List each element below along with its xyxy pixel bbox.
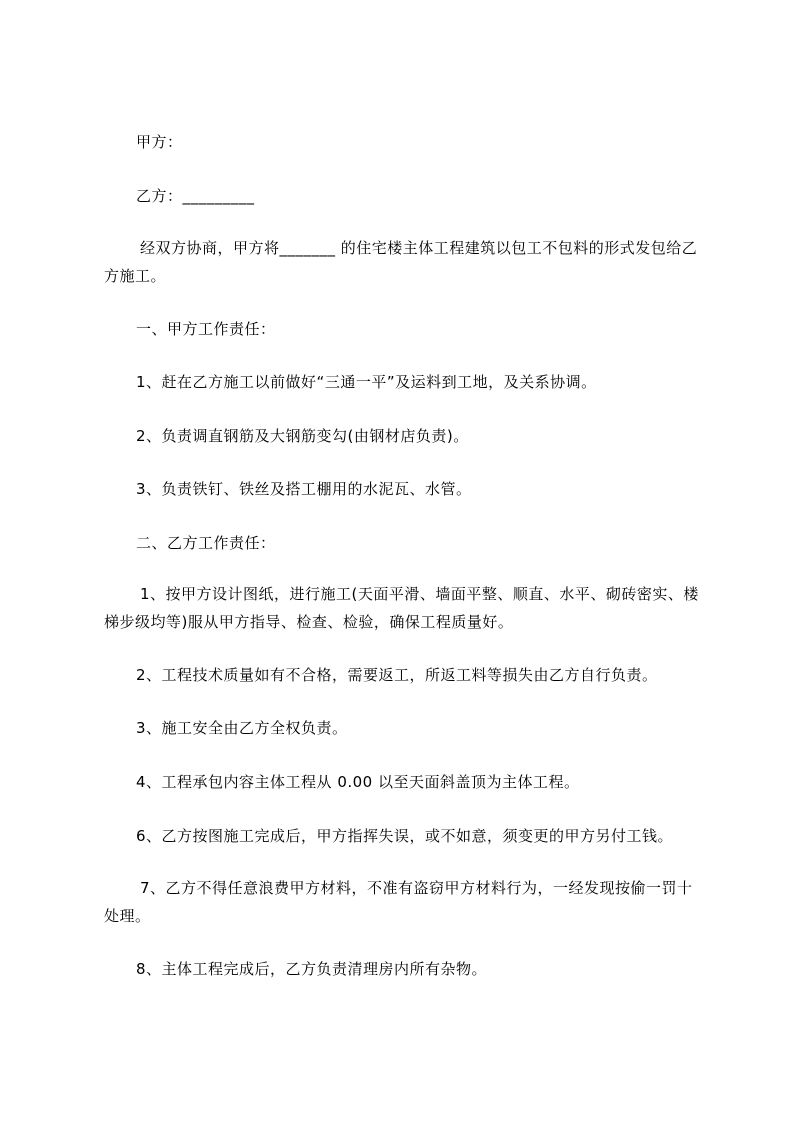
section2-item-8: 8、主体工程完成后，乙方负责清理房内所有杂物。 — [136, 960, 488, 978]
intro-paragraph: 经双方协商，甲方将_______ 的住宅楼主体工程建筑以包工不包料的形式发包给乙方施工。 — [104, 239, 698, 285]
section2-item-1: 1、按甲方设计图纸，进行施工(天面平滑、墙面平整、顺直、水平、砌砖密实、楼梯步级均等)服从甲方指导、检查、检验，确保工程质量好。 — [104, 585, 699, 631]
section2-item-6: 6、乙方按图施工完成后，甲方指挥失误，或不如意，须变更的甲方另付工钱。 — [136, 827, 674, 845]
section2-item-4: 4、工程承包内容主体工程从 0.00 以至天面斜盖顶为主体工程。 — [136, 773, 580, 791]
section2-item-2: 2、工程技术质量如有不合格，需要返工，所返工料等损失由乙方自行负责。 — [136, 666, 658, 684]
section1-title: 一、甲方工作责任： — [136, 320, 276, 338]
section2-item-3: 3、施工安全由乙方全权负责。 — [136, 719, 348, 737]
section2-title: 二、乙方工作责任： — [136, 534, 276, 552]
section1-item-1: 1、赶在乙方施工以前做好“三通一平”及运料到工地，及关系协调。 — [136, 373, 597, 391]
section2-item-7: 7、乙方不得任意浪费甲方材料，不准有盗窃甲方材料行为，一经发现按偷一罚十处理。 — [104, 879, 693, 925]
section1-item-2: 2、负责调直钢筋及大钢筋变勾(由钢材店负责)。 — [136, 427, 469, 445]
section1-item-3: 3、负责铁钉、铁丝及搭工棚用的水泥瓦、水管。 — [136, 480, 472, 498]
party-a-line: 甲方： — [136, 133, 183, 151]
party-b-line: 乙方：_________ — [136, 187, 255, 205]
